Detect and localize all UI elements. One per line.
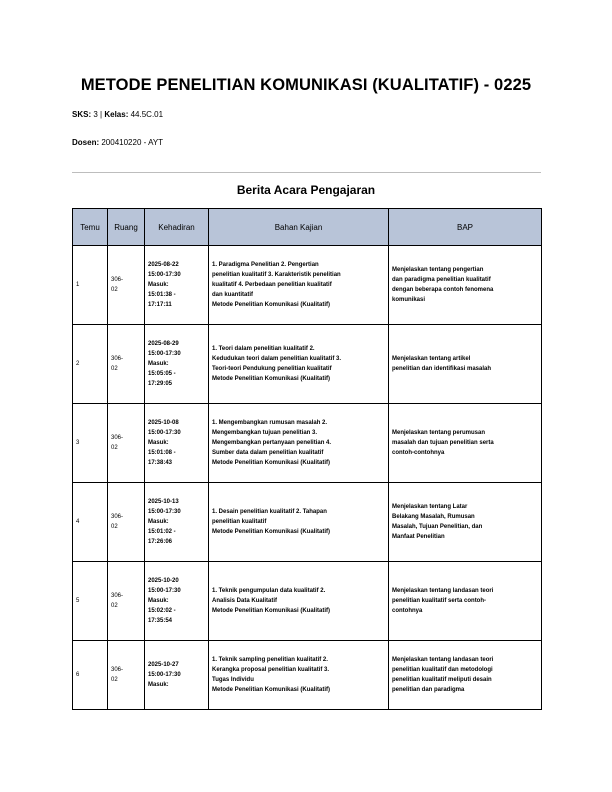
kelas-value: 44.5C.01 (130, 110, 164, 119)
cell-ruang-line: 306- (111, 356, 124, 362)
cell-kehadiran-line: 17:35:54 (148, 618, 173, 624)
cell-bahan-kajian-line: Teori-teori Pendukung penelitian kualitatif (212, 366, 332, 372)
cell-bahan-kajian-line: Tugas Individu (212, 677, 254, 683)
header-temu: Temu (73, 209, 108, 246)
cell-kehadiran-line: Masuk: (148, 598, 169, 604)
cell-ruang (108, 562, 145, 641)
cell-kehadiran-line: Masuk: (148, 440, 169, 446)
cell-bap-line: masalah dan tujuan penelitian serta (392, 440, 494, 446)
cell-bap-line: Menjelaskan tentang landasan teori (392, 657, 494, 663)
cell-kehadiran-line: 17:29:05 (148, 381, 173, 387)
cell-bahan-kajian-line: Metode Penelitian Komunikasi (Kualitatif) (212, 529, 331, 535)
cell-bap (389, 246, 542, 325)
header-ruang: Ruang (108, 209, 145, 246)
divider (72, 172, 541, 173)
cell-bap-line: penelitian kualitatif serta contoh- (392, 598, 487, 604)
cell-kehadiran (145, 246, 209, 325)
cell-bap-line: Belakang Masalah, Rumusan (392, 514, 475, 520)
cell-kehadiran-line: 2025-08-22 (148, 262, 179, 268)
header-bahan-kajian: Bahan Kajian (209, 209, 389, 246)
table-row (73, 404, 542, 483)
cell-bap-line: komunikasi (392, 297, 426, 303)
cell-bap-line: dan paradigma penelitian kualitatif (392, 277, 491, 283)
cell-kehadiran-line: 2025-10-08 (148, 420, 179, 426)
cell-ruang-line: 02 (111, 366, 118, 372)
cell-ruang-line: 306- (111, 435, 124, 441)
cell-kehadiran-line: 17:38:43 (148, 460, 173, 466)
cell-bahan-kajian-line: Metode Penelitian Komunikasi (Kualitatif) (212, 302, 331, 308)
cell-temu: 5 (73, 562, 108, 641)
cell-temu: 1 (73, 246, 108, 325)
cell-kehadiran-line: Masuk: (148, 682, 169, 688)
section-title: Berita Acara Pengajaran (236, 183, 376, 197)
cell-kehadiran (145, 483, 209, 562)
cell-bahan-kajian-line: penelitian kualitatif 3. Karakteristik penelitian (212, 272, 341, 278)
cell-bahan-kajian-line: kualitatif 4. Perbedaan penelitian kualitatif (212, 282, 332, 288)
cell-bap-line: penelitian dan identifikasi masalah (392, 366, 492, 372)
cell-kehadiran (145, 404, 209, 483)
cell-kehadiran-line: 15:00-17:30 (148, 272, 181, 278)
header-kehadiran: Kehadiran (145, 209, 209, 246)
cell-ruang (108, 483, 145, 562)
cell-bahan-kajian-line: 1. Teori dalam penelitian kualitatif 2. (212, 346, 315, 352)
cell-ruang-line: 02 (111, 445, 118, 451)
cell-bahan-kajian-line: penelitian kualitatif (212, 519, 267, 525)
cell-bahan-kajian (209, 325, 389, 404)
kelas-label: Kelas: (104, 110, 129, 119)
cell-kehadiran-line: 2025-08-29 (148, 341, 179, 347)
cell-bahan-kajian-line: 1. Paradigma Penelitian 2. Pengertian (212, 262, 319, 268)
cell-kehadiran-line: 15:01:02 - (148, 529, 176, 535)
cell-ruang-line: 306- (111, 277, 124, 283)
cell-bahan-kajian-line: Metode Penelitian Komunikasi (Kualitatif) (212, 376, 331, 382)
dosen-value: 200410220 - AYT (101, 138, 164, 147)
cell-bahan-kajian (209, 483, 389, 562)
sks-value: 3 | (93, 110, 103, 119)
cell-kehadiran-line: Masuk: (148, 282, 169, 288)
cell-ruang (108, 325, 145, 404)
cell-bap (389, 483, 542, 562)
table-row (73, 562, 542, 641)
cell-kehadiran-line: 15:01:38 - (148, 292, 176, 298)
cell-kehadiran-line: 15:00-17:30 (148, 509, 181, 515)
cell-kehadiran-line: 15:00-17:30 (148, 351, 181, 357)
cell-kehadiran-line: 17:17:11 (148, 302, 172, 308)
cell-bap (389, 641, 542, 710)
cell-bap (389, 325, 542, 404)
cell-bap-line: Manfaat Penelitian (392, 534, 445, 540)
cell-bap-line: penelitian kualitatif meliputi desain (392, 677, 492, 683)
cell-bahan-kajian (209, 641, 389, 710)
cell-bap-line: Menjelaskan tentang artikel (392, 356, 471, 362)
cell-bahan-kajian (209, 246, 389, 325)
cell-bahan-kajian (209, 562, 389, 641)
cell-kehadiran-line: Masuk: (148, 361, 169, 367)
table-row (73, 325, 542, 404)
cell-kehadiran-line: 17:26:06 (148, 539, 173, 545)
cell-bahan-kajian-line: Metode Penelitian Komunikasi (Kualitatif) (212, 687, 331, 693)
cell-kehadiran-line: 15:00-17:30 (148, 672, 181, 678)
header-bap: BAP (389, 209, 542, 246)
table-row (73, 483, 542, 562)
cell-bap-line: Masalah, Tujuan Penelitian, dan (392, 524, 483, 530)
cell-bap-line: Menjelaskan tentang pengertian (392, 267, 484, 273)
cell-kehadiran-line: Masuk: (148, 519, 169, 525)
cell-bap (389, 404, 542, 483)
cell-ruang-line: 02 (111, 524, 118, 530)
cell-ruang-line: 02 (111, 287, 118, 293)
cell-bahan-kajian-line: 1. Desain penelitian kualitatif 2. Tahapan (212, 509, 327, 515)
cell-ruang-line: 306- (111, 514, 124, 520)
course-info (72, 110, 163, 119)
cell-temu: 2 (73, 325, 108, 404)
cell-kehadiran (145, 562, 209, 641)
cell-kehadiran-line: 15:00-17:30 (148, 588, 181, 594)
document-title: METODE PENELITIAN KOMUNIKASI (KUALITATIF) - 0225 (80, 76, 532, 94)
cell-kehadiran (145, 641, 209, 710)
cell-bahan-kajian-line: dan kuantitatif (212, 292, 254, 298)
cell-kehadiran-line: 2025-10-27 (148, 662, 179, 668)
cell-bap (389, 562, 542, 641)
cell-bahan-kajian-line: 1. Mengembangkan rumusan masalah 2. (212, 420, 328, 426)
cell-kehadiran-line: 2025-10-20 (148, 578, 179, 584)
teaching-record-table (72, 208, 542, 710)
cell-ruang-line: 306- (111, 593, 124, 599)
table-header-row (73, 209, 542, 246)
cell-bap-line: contoh-contohnya (392, 450, 445, 456)
cell-kehadiran-line: 2025-10-13 (148, 499, 179, 505)
cell-bahan-kajian-line: Analisis Data Kualitatif (212, 598, 278, 604)
cell-bap-line: penelitian kualitatif dan metodologi (392, 667, 493, 673)
cell-bahan-kajian (209, 404, 389, 483)
cell-kehadiran-line: 15:05:05 - (148, 371, 176, 377)
cell-bahan-kajian-line: Kerangka proposal penelitian kualitatif 3. (212, 667, 330, 673)
cell-bap-line: Menjelaskan tentang landasan teori (392, 588, 494, 594)
lecturer-info (72, 138, 163, 147)
table-row (73, 246, 542, 325)
sks-label: SKS: (72, 110, 92, 119)
cell-kehadiran-line: 15:01:08 - (148, 450, 176, 456)
cell-ruang (108, 641, 145, 710)
cell-bap-line: dengan beberapa contoh fenomena (392, 287, 494, 293)
cell-bahan-kajian-line: Mengembangkan tujuan penelitian 3. (212, 430, 318, 436)
cell-bahan-kajian-line: Metode Penelitian Komunikasi (Kualitatif) (212, 460, 331, 466)
cell-ruang (108, 246, 145, 325)
cell-temu: 6 (73, 641, 108, 710)
cell-temu: 4 (73, 483, 108, 562)
cell-ruang-line: 306- (111, 667, 124, 673)
cell-bahan-kajian-line: Kedudukan teori dalam penelitian kualitatif 3. (212, 356, 342, 362)
cell-temu: 3 (73, 404, 108, 483)
cell-bahan-kajian-line: 1. Teknik sampling penelitian kualitatif 2. (212, 657, 328, 663)
cell-bahan-kajian-line: 1. Teknik pengumpulan data kualitatif 2. (212, 588, 326, 594)
cell-bap-line: penelitian dan paradigma (392, 687, 465, 693)
table-row (73, 641, 542, 710)
cell-bahan-kajian-line: Metode Penelitian Komunikasi (Kualitatif) (212, 608, 331, 614)
cell-bap-line: Menjelaskan tentang perumusan (392, 430, 486, 436)
cell-bap-line: Menjelaskan tentang Latar (392, 504, 468, 510)
cell-bahan-kajian-line: Sumber data dalam penelitian kualitatif (212, 450, 324, 456)
cell-kehadiran-line: 15:00-17:30 (148, 430, 181, 436)
cell-kehadiran (145, 325, 209, 404)
cell-bahan-kajian-line: Mengembangkan pertanyaan penelitian 4. (212, 440, 332, 446)
cell-ruang-line: 02 (111, 677, 118, 683)
cell-bap-line: contohnya (392, 608, 423, 614)
cell-ruang (108, 404, 145, 483)
cell-kehadiran-line: 15:02:02 - (148, 608, 176, 614)
dosen-label: Dosen: (72, 138, 100, 147)
cell-ruang-line: 02 (111, 603, 118, 609)
